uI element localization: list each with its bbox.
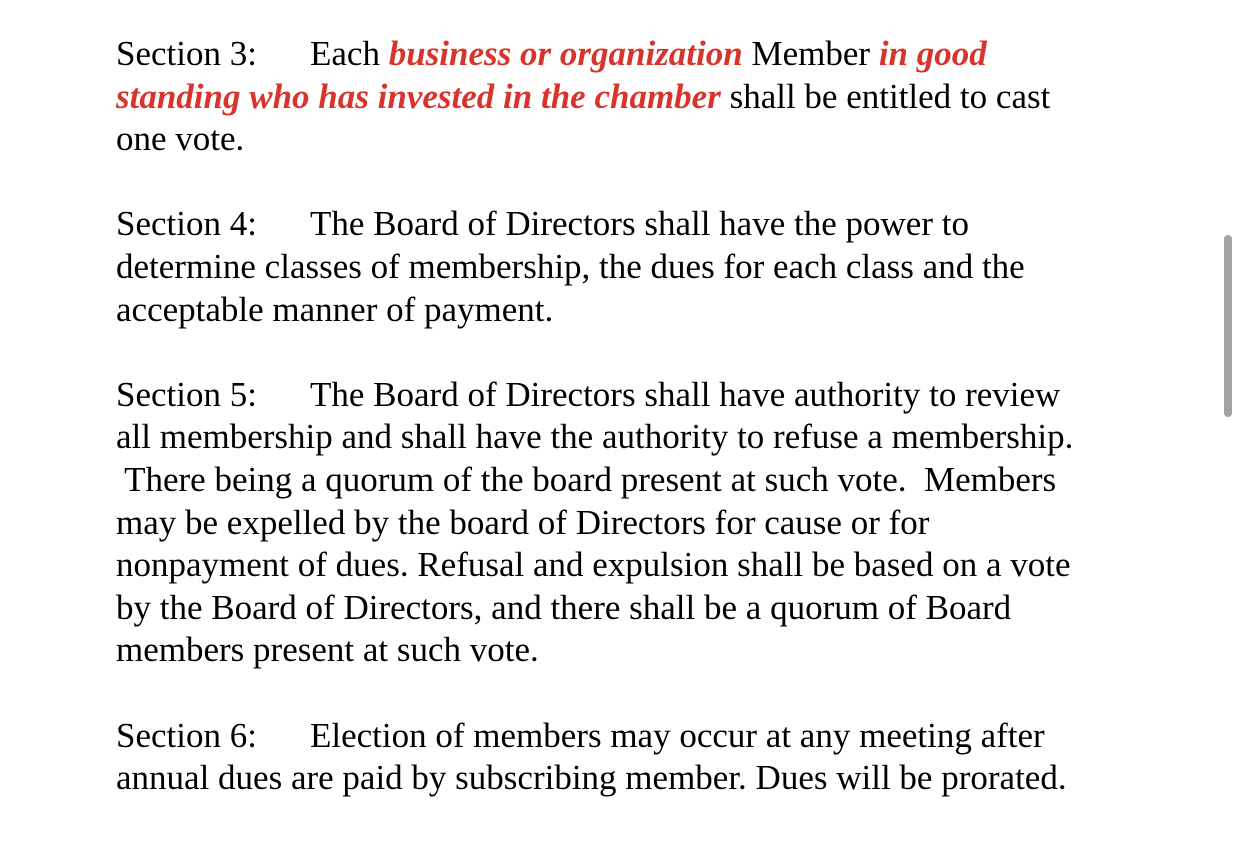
section-label: Section 5: [116,374,257,414]
text-line [116,416,1126,459]
body-text: Each [310,34,389,73]
vertical-scrollbar[interactable] [1224,235,1232,417]
text-line [116,459,1126,502]
highlighted-text: business or organization [388,34,743,73]
text-line [116,629,1126,672]
body-text: determine classes of membership, the dues for each class and the [116,246,1025,286]
body-text: acceptable manner of payment. [116,289,554,329]
text-line [116,757,1126,800]
section-6 [116,715,1126,800]
highlighted-text: standing who has invested in the chamber [116,76,721,116]
body-text: nonpayment of dues. Refusal and expulsion shall be based on a vote [116,545,1071,585]
text-line [116,374,1126,417]
body-text: The Board of Directors shall have the power to [310,204,969,244]
body-text: annual dues are paid by subscribing member. Dues will be prorated. [116,758,1067,798]
text-line [116,502,1126,545]
text-line [116,544,1126,587]
body-text: The Board of Directors shall have authority to review [310,374,1061,414]
body-text: by the Board of Directors, and there shall be a quorum of Board [116,587,1012,627]
section-5 [116,374,1126,672]
section-label: Section 4: [116,204,257,244]
highlighted-text: in good [878,34,987,73]
body-text: may be expelled by the board of Directors for cause or for [116,502,930,542]
body-text: Member [742,34,879,73]
body-text: one vote. [116,119,245,159]
body-text: There being a quorum of the board present at such vote. Members [116,459,1057,499]
text-line [116,33,1126,76]
document-body [116,33,1126,842]
body-text: all membership and shall have the authority to refuse a membership. [116,417,1074,457]
text-line [116,587,1126,630]
text-line [116,76,1126,119]
text-line [116,118,1126,161]
body-text: shall be entitled to cast [720,76,1051,116]
text-line [116,203,1126,246]
section-3 [116,33,1126,161]
text-line [116,715,1126,758]
text-line [116,246,1126,289]
body-text: Election of members may occur at any meeting after [310,715,1045,755]
section-4 [116,203,1126,331]
section-label: Section 6: [116,715,257,755]
section-label: Section 3: [116,34,257,73]
text-line [116,289,1126,332]
body-text: members present at such vote. [116,630,539,670]
